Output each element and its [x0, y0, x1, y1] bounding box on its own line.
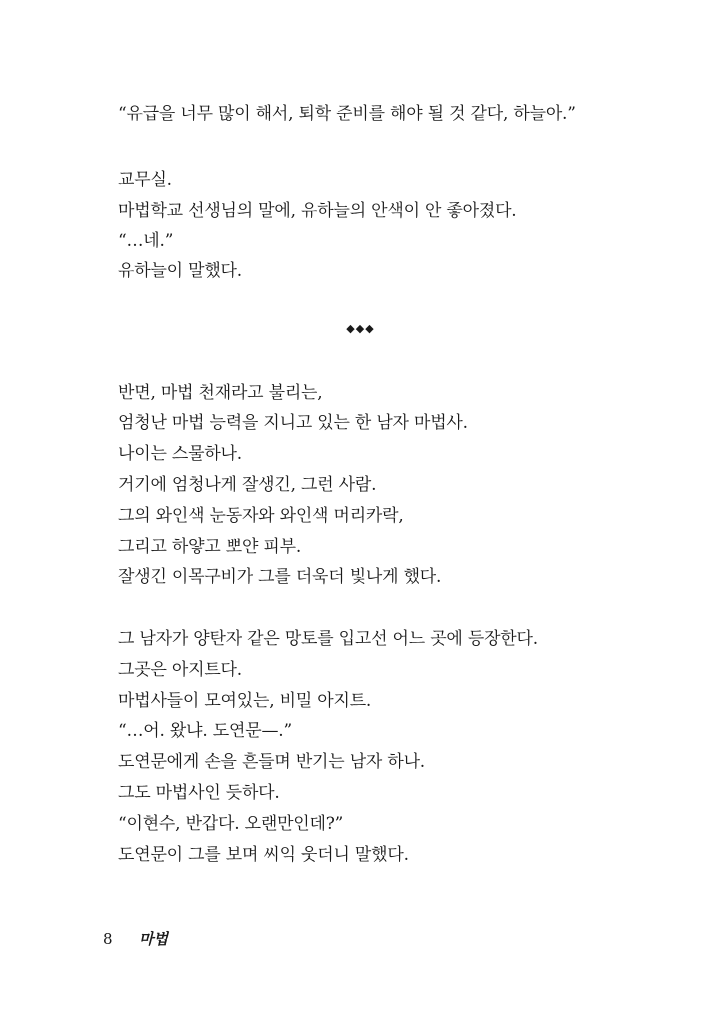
dialogue-line: “…네.” [118, 231, 174, 251]
narration-line: 도연문이 그를 보며 씨익 웃더니 말했다. [118, 845, 409, 865]
narration-line: 그리고 하얗고 뽀얀 피부. [118, 537, 302, 557]
running-title: 마법 [139, 930, 168, 948]
dialogue-line: “…어. 왔냐. 도연문—.” [118, 721, 292, 741]
narration-line: 잘생긴 이목구비가 그를 더욱더 빛나게 했다. [118, 567, 442, 587]
narration-line: 그도 마법사인 듯하다. [118, 783, 280, 803]
narration-line: 그곳은 아지트다. [118, 660, 242, 680]
narration-line: 반면, 마법 천재라고 불리는, [118, 383, 323, 403]
section-separator: ◆◆◆ [346, 322, 375, 335]
narration-line: 나이는 스물하나. [118, 444, 242, 464]
narration-line: 마법사들이 모여있는, 비밀 아지트. [118, 691, 372, 711]
narration-line: 유하늘이 말했다. [118, 261, 242, 281]
narration-line: 마법학교 선생님의 말에, 유하늘의 안색이 안 좋아졌다. [118, 201, 517, 221]
dialogue-line: “유급을 너무 많이 해서, 퇴학 준비를 해야 될 것 같다, 하늘아.” [118, 104, 576, 124]
narration-line: 엄청난 마법 능력을 지니고 있는 한 남자 마법사. [118, 413, 468, 433]
narration-line: 그 남자가 양탄자 같은 망토를 입고선 어느 곳에 등장한다. [118, 629, 538, 649]
page-footer [103, 929, 168, 949]
narration-line: 그의 와인색 눈동자와 와인색 머리카락, [118, 506, 404, 526]
dialogue-line: “이현수, 반갑다. 오랜만인데?” [118, 814, 344, 834]
narration-line: 도연문에게 손을 흔들며 반기는 남자 하나. [118, 752, 425, 772]
narration-line: 교무실. [118, 170, 172, 190]
page-number: 8 [103, 930, 113, 948]
narration-line: 거기에 엄청나게 잘생긴, 그런 사람. [118, 475, 377, 495]
